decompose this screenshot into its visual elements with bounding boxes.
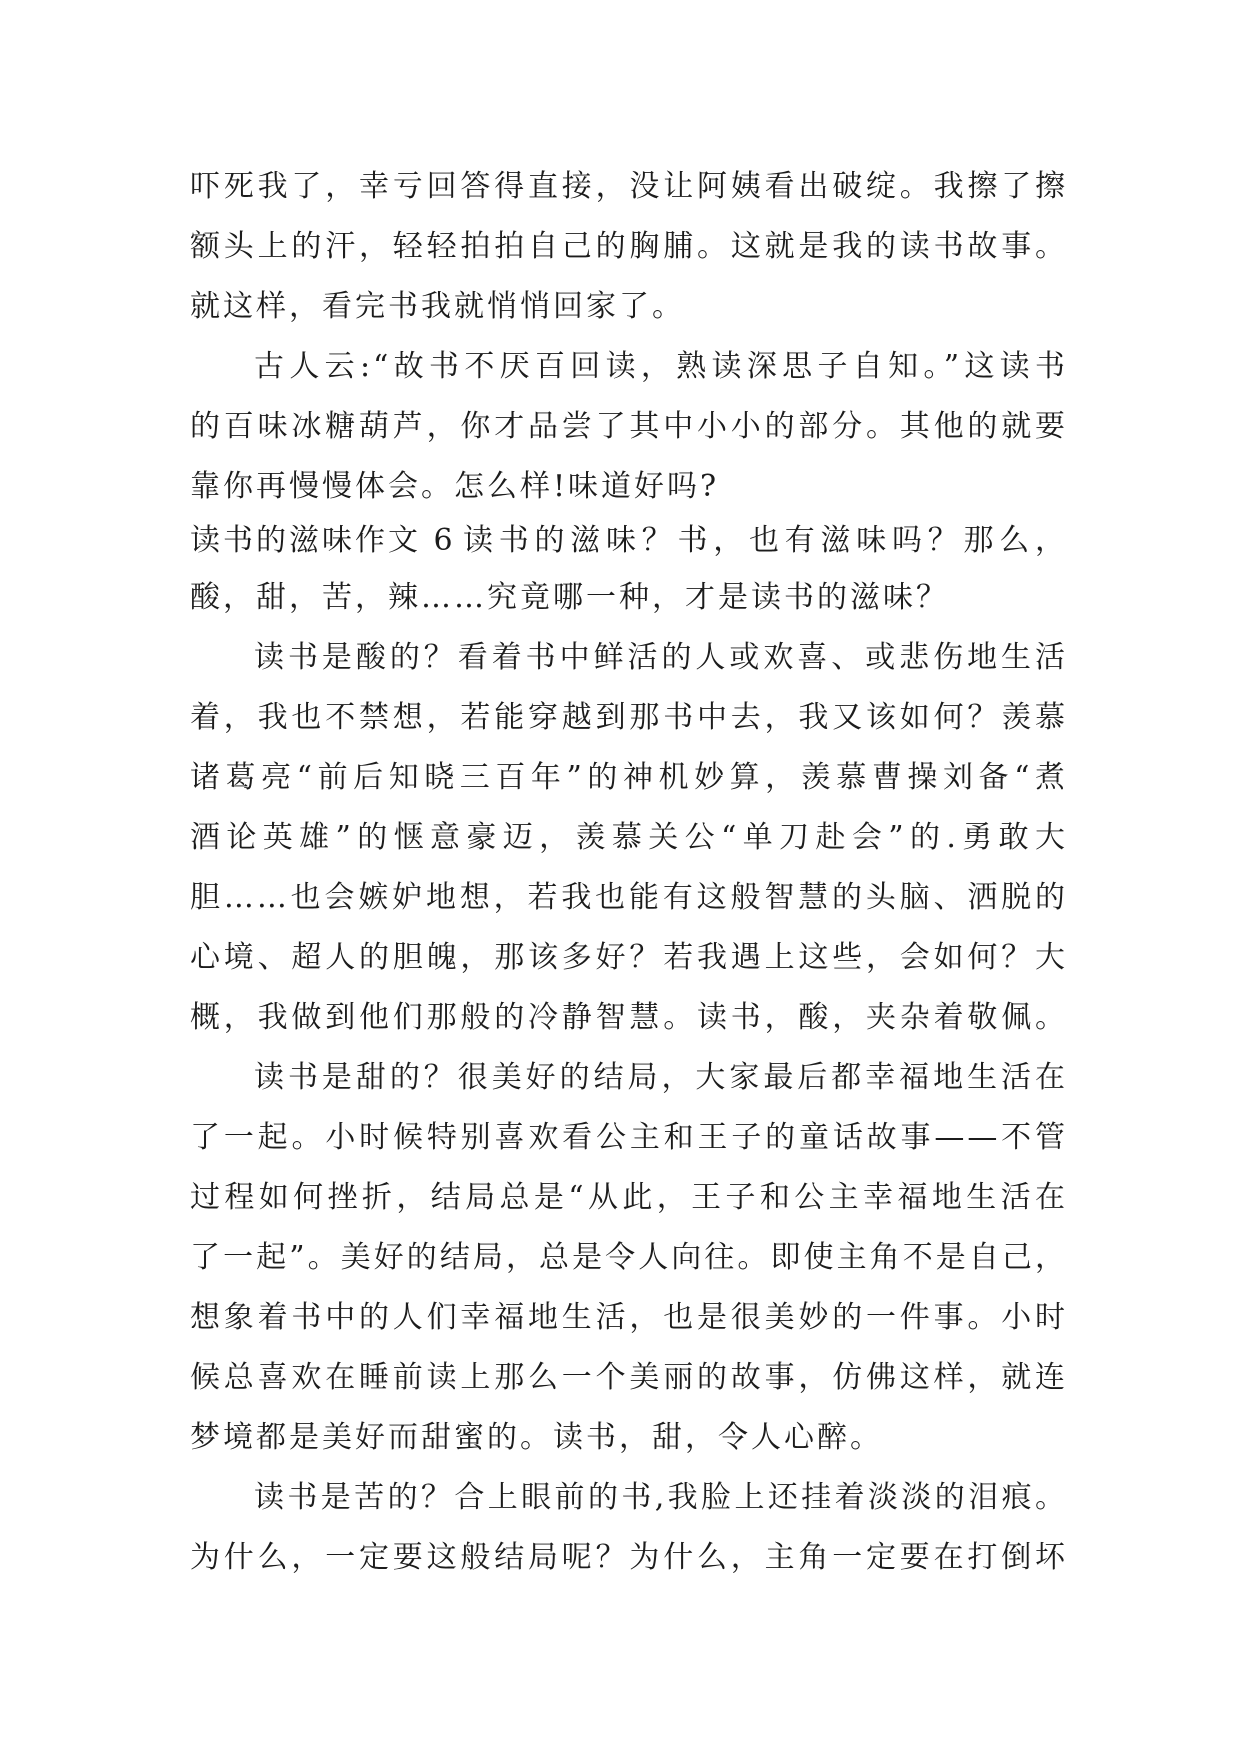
text-line: 心境、超人的胆魄，那该多好？若我遇上这些，会如何？大 <box>190 940 1068 975</box>
text-line: 就这样，看完书我就悄悄回家了。 <box>190 289 685 324</box>
text-line: 酸，甜，苦，辣……究竟哪一种，才是读书的滋味？ <box>190 580 949 615</box>
paragraph-first-line: 读书是苦的？合上眼前的书,我脸上还挂着淡淡的泪痕。 <box>254 1480 1068 1515</box>
section-heading-line <box>190 511 1068 571</box>
text-line: 梦境都是美好而甜蜜的。读书，甜，令人心醉。 <box>190 1420 883 1455</box>
text-line: 为什么，一定要这般结局呢？为什么，主角一定要在打倒坏 <box>190 1540 1068 1575</box>
text-line: 着，我也不禁想，若能穿越到那书中去，我又该如何？羡慕 <box>190 700 1068 735</box>
text-line: 候总喜欢在睡前读上那么一个美丽的故事，仿佛这样，就连 <box>190 1360 1068 1395</box>
text-line: 概，我做到他们那般的冷静智慧。读书，酸，夹杂着敬佩。 <box>190 1000 1068 1035</box>
paragraph-first-line: 读书是甜的？很美好的结局，大家最后都幸福地生活在 <box>254 1060 1068 1095</box>
text-line: 胆……也会嫉妒地想，若我也能有这般智慧的头脑、洒脱的 <box>190 880 1068 915</box>
paragraph-first-line: 古人云:“故书不厌百回读，熟读深思子自知。”这读书 <box>254 349 1068 384</box>
text-line: 靠你再慢慢体会。怎么样!味道好吗? <box>190 469 720 504</box>
text-line: 诸葛亮“前后知晓三百年”的神机妙算，羡慕曹操刘备“煮 <box>190 760 1068 795</box>
text-line: 读书的滋味？书，也有滋味吗？那么， <box>463 523 1068 558</box>
paragraph-first-line: 读书是酸的？看着书中鲜活的人或欢喜、或悲伤地生活 <box>254 640 1068 675</box>
text-line: 吓死我了，幸亏回答得直接，没让阿姨看出破绽。我擦了擦 <box>190 169 1068 204</box>
text-line: 了一起。小时候特别喜欢看公主和王子的童话故事——不管 <box>190 1120 1068 1155</box>
text-line: 了一起”。美好的结局，总是令人向往。即使主角不是自己， <box>190 1240 1068 1275</box>
text-line: 酒论英雄”的惬意豪迈，羡慕关公“单刀赴会”的.勇敢大 <box>190 820 1068 855</box>
section-heading: 读书的滋味作文 6 <box>190 523 456 558</box>
text-line: 过程如何挫折，结局总是“从此，王子和公主幸福地生活在 <box>190 1180 1068 1215</box>
text-line: 的百味冰糖葫芦，你才品尝了其中小小的部分。其他的就要 <box>190 409 1068 444</box>
text-line: 额头上的汗，轻轻拍拍自己的胸脯。这就是我的读书故事。 <box>190 229 1068 264</box>
text-line: 想象着书中的人们幸福地生活，也是很美妙的一件事。小时 <box>190 1300 1068 1335</box>
